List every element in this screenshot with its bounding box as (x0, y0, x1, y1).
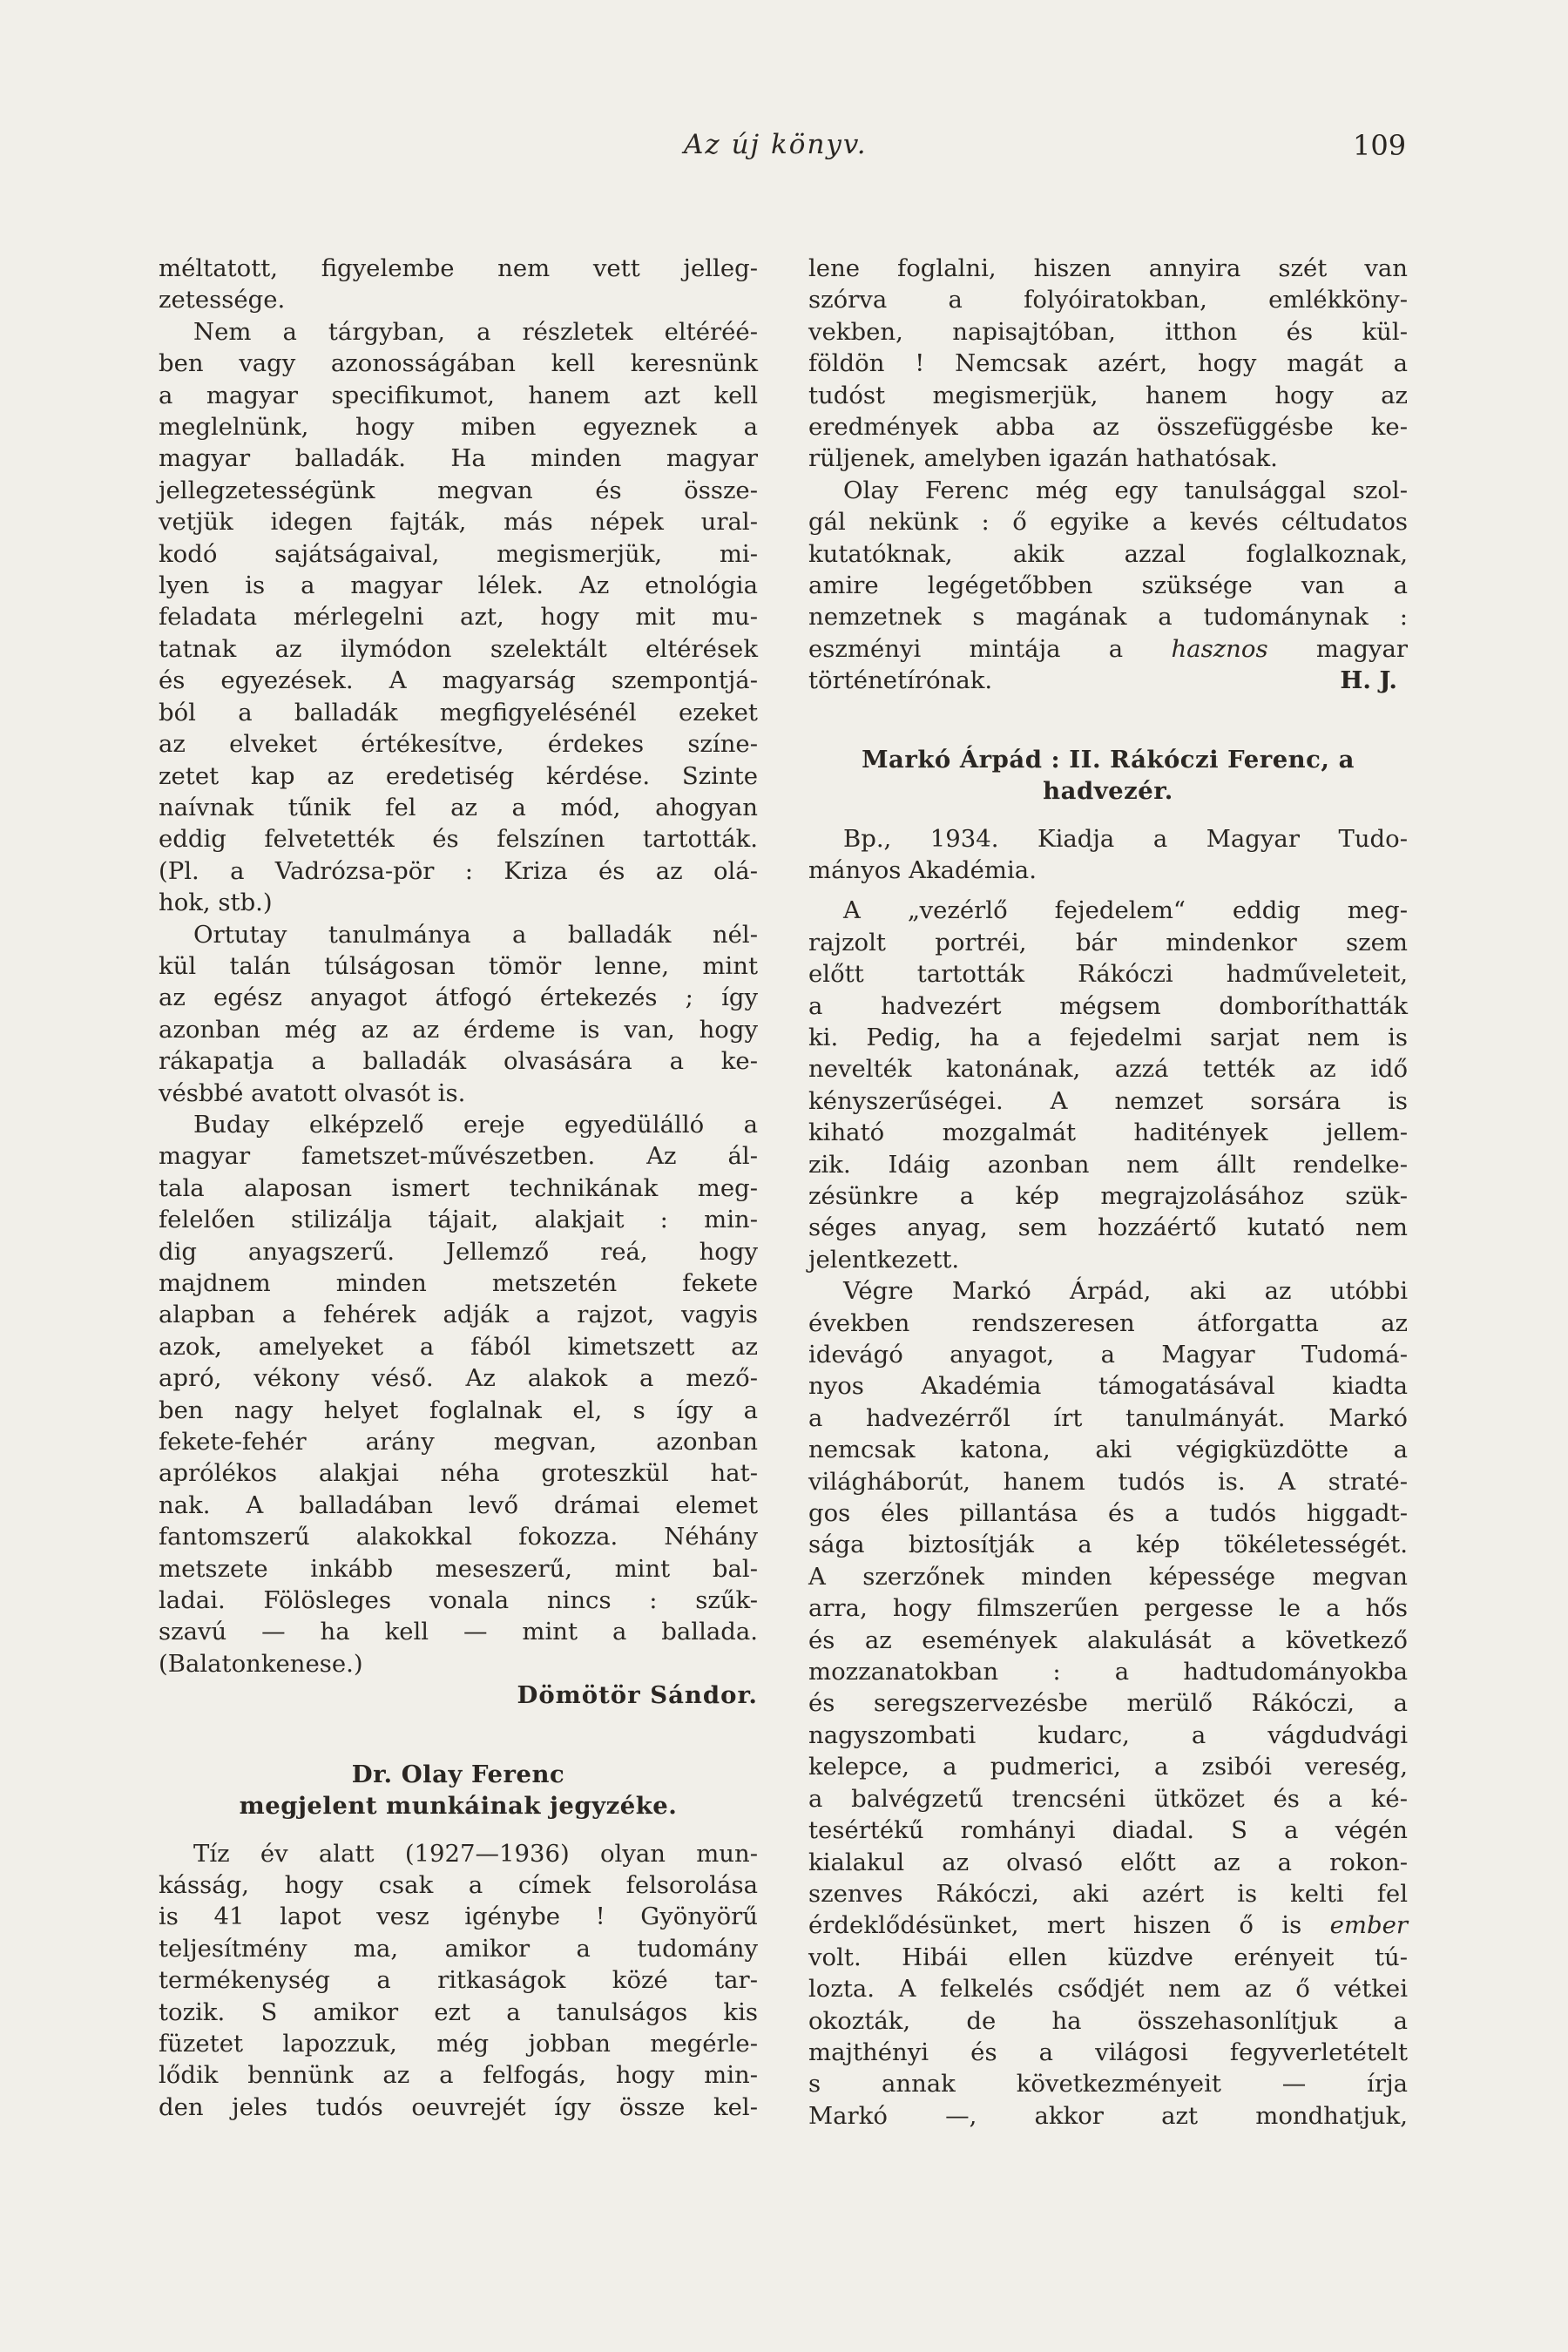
left-para-2 (159, 316, 758, 919)
text-line: kutatóknak, akik azzal foglalkoznak, (808, 539, 1408, 568)
left-para-4 (159, 1109, 758, 1680)
left-para-1 (159, 253, 758, 316)
emphasis-word: hasznos (1171, 634, 1268, 663)
running-title: Az új könyv. (684, 129, 868, 160)
left-para-5 (159, 1838, 758, 2124)
text-line: kásság, hogy csak a címek felsorolása (159, 1870, 758, 1899)
text-line: tesértékű romhányi diadal. S a végén (808, 1816, 1408, 1845)
text-line: volt. Hibái ellen küzdve erényeit tú- (808, 1943, 1408, 1971)
text-line: (Pl. a Vadrózsa-pör : Kriza és az olá- (159, 856, 758, 885)
right-para-5 (808, 1275, 1408, 2132)
text-line: teljesítmény ma, amikor a tudomány (159, 1934, 758, 1963)
text-line: lozta. A felkelés csődjét nem az ő vétkei (808, 1975, 1408, 2004)
text-fragment: eszményi mintája a (808, 634, 1172, 663)
text-line (808, 665, 1408, 696)
text-line: kül talán túlságosan tömör lenne, mint (159, 951, 758, 980)
text-line: aprólékos alakjai néha groteszkül hat- (159, 1459, 758, 1488)
text-line: tala alaposan ismert technikának meg- (159, 1173, 758, 1202)
text-line: gál nekünk : ő egyike a kevés céltudatos (808, 508, 1408, 537)
page-header (0, 129, 1568, 164)
text-line: nyos Akadémia támogatásával kiadta (808, 1372, 1408, 1401)
text-line: den jeles tudós oeuvrejét így össze kel- (159, 2092, 758, 2121)
text-line: metszete inkább meseszerű, mint bal- (159, 1554, 758, 1583)
text-line: apró, vékony véső. Az alakok a mező- (159, 1364, 758, 1393)
text-line: lődik bennünk az a felfogás, hogy min- (159, 2061, 758, 2090)
text-line: rajzolt portréi, bár mindenkor szem (808, 928, 1408, 956)
text-line: Tíz év alatt (1927—1936) olyan mun- (193, 1839, 758, 1868)
right-para-3 (808, 823, 1408, 887)
text-line: hok, stb.) (159, 889, 273, 917)
text-line: mozzanatokban : a hadtudományokba (808, 1658, 1408, 1686)
text-line: idevágó anyagot, a Magyar Tudomá- (808, 1341, 1408, 1369)
text-line: termékenység a ritkaságok közé tar- (159, 1966, 758, 1995)
text-line: az elveket értékesítve, érdekes színe- (159, 730, 758, 759)
text-line: rüljenek, amelyben igazán hathatósak. (808, 444, 1278, 473)
text-line: eddig felvetették és felszínen tartották. (159, 825, 758, 854)
text-line: kényszerűségei. A nemzet sorsára is (808, 1086, 1408, 1115)
text-line: sága biztosítják a kép tökéletességét. (808, 1531, 1408, 1559)
text-line: nemzetnek s magának a tudománynak : (808, 603, 1408, 632)
text-line: (Balatonkenese.) (159, 1649, 363, 1678)
text-line: Ortutay tanulmánya a balladák nél- (193, 920, 758, 949)
text-line: az egész anyagot átfogó értekezés ; így (159, 983, 758, 1012)
text-line: is 41 lapot vesz igénybe ! Gyönyörű (159, 1903, 758, 1931)
text-line: jellegzetességünk megvan és össze- (159, 476, 758, 504)
text-line: eredmények abba az összefüggésbe ke- (808, 413, 1408, 442)
text-line: majdnem minden metszetén fekete (159, 1269, 758, 1297)
text-line: földön ! Nemcsak azért, hogy magát a (808, 349, 1408, 378)
text-line: meglelnünk, hogy miben egyeznek a (159, 413, 758, 442)
text-line: lene foglalni, hiszen annyira szét van (808, 254, 1408, 282)
text-line: A szerzőnek minden képessége megvan (808, 1562, 1408, 1591)
text-line: tozik. S amikor ezt a tanulságos kis (159, 1997, 758, 2026)
text-line: gos éles pillantása és a tudós higgadt- (808, 1499, 1408, 1528)
text-line: azok, amelyeket a fából kimetszett az (159, 1332, 758, 1361)
left-column (159, 253, 758, 2123)
text-line: nak. A balladában levő drámai elemet (159, 1490, 758, 1519)
text-line: ben nagy helyet foglalnak el, s így a (159, 1396, 758, 1424)
text-fragment: érdeklődésünket, mert hiszen ő is (808, 1911, 1330, 1940)
text-line: felelően stilizálja tájait, alakjait : min- (159, 1206, 758, 1234)
text-line: vésbbé avatott olvasót is. (159, 1078, 466, 1107)
left-para-3 (159, 919, 758, 1109)
text-line: füzetet lapozzuk, még jobban megérle- (159, 2029, 758, 2058)
text-line: zetessége. (159, 286, 286, 314)
text-line: mányos Akadémia. (808, 855, 1037, 884)
section-title-olay-1: Dr. Olay Ferenc (351, 1760, 565, 1788)
section-title-marko-2: hadvezér. (1043, 777, 1173, 806)
text-line: s annak következményeit — írja (808, 2070, 1408, 2099)
text-fragment: magyar (1267, 634, 1408, 663)
text-line: alapban a fehérek adják a rajzot, vagyis (159, 1301, 758, 1329)
text-line (808, 633, 1408, 665)
text-line: nevelték katonának, azzá tették az idő (808, 1055, 1408, 1084)
text-line: Végre Markó Árpád, aki az utóbbi (843, 1277, 1408, 1306)
text-line: szenves Rákóczi, aki azért is kelti fel (808, 1879, 1408, 1908)
text-line: Olay Ferenc még egy tanulsággal szol- (843, 476, 1408, 504)
text-line: ladai. Fölösleges vonala nincs : szűk- (159, 1586, 758, 1615)
right-para-4 (808, 895, 1408, 1275)
text-line: előtt tartották Rákóczi hadműveleteit, (808, 960, 1408, 989)
text-line: vekben, napisajtóban, itthon és kül- (808, 317, 1408, 346)
text-line: a hadvezérről írt tanulmányát. Markó (808, 1403, 1408, 1432)
text-line: kelepce, a pudmerici, a zsibói vereség, (808, 1753, 1408, 1781)
emphasis-word: ember (1329, 1911, 1408, 1940)
text-line: tudóst megismerjük, hanem hogy az (808, 381, 1408, 409)
text-line: vetjük idegen fajták, más népek ural- (159, 508, 758, 537)
text-line: években rendszeresen átforgatta az (808, 1308, 1408, 1337)
right-column (808, 253, 1408, 2132)
text-line: és egyezések. A magyarság szempontjá- (159, 666, 758, 695)
text-line: Buday elképzelő ereje egyedülálló a (193, 1110, 758, 1139)
text-line: arra, hogy filmszerűen pergesse le a hős (808, 1594, 1408, 1623)
text-line: séges anyag, sem hozzáértő kutató nem (808, 1213, 1408, 1242)
text-line: fekete-fehér arány megvan, azonban (159, 1428, 758, 1456)
text-line: okozták, de ha összehasonlítjuk a (808, 2006, 1408, 2035)
text-line: Markó —, akkor azt mondhatjuk, (808, 2101, 1408, 2130)
text-line: világháborút, hanem tudós is. A straté- (808, 1467, 1408, 1496)
text-line: azonban még az az érdeme is van, hogy (159, 1015, 758, 1044)
text-line: A „vezérlő fejedelem“ eddig meg- (843, 896, 1408, 925)
text-line: és seregszervezésbe merülő Rákóczi, a (808, 1689, 1408, 1718)
text-line: kiható mozgalmát haditények jellem- (808, 1119, 1408, 1147)
reviewer-initials: H. J. (1340, 666, 1397, 695)
text-line: nagyszombati kudarc, a vágdudvági (808, 1720, 1408, 1749)
text-line: zésünkre a kép megrajzolásához szük- (808, 1181, 1408, 1210)
text-line: majthényi és a világosi fegyverletételt (808, 2038, 1408, 2066)
text-line: szórva a folyóiratokban, emlékköny- (808, 286, 1408, 314)
text-line: Bp., 1934. Kiadja a Magyar Tudo- (843, 824, 1408, 853)
text-fragment: történetírónak. (808, 666, 993, 695)
text-line: kialakul az olvasó előtt az a rokon- (808, 1848, 1408, 1876)
text-line: a magyar specifikumot, hanem azt kell (159, 381, 758, 409)
text-line: naívnak tűnik fel az a mód, ahogyan (159, 793, 758, 821)
text-line: méltatott, figyelembe nem vett jelleg- (159, 254, 758, 282)
text-line: és az események alakulását a következő (808, 1625, 1408, 1654)
text-line: zetet kap az eredetiség kérdése. Szinte (159, 761, 758, 790)
text-line (808, 1909, 1408, 1941)
section-title-olay-2: megjelent munkáinak jegyzéke. (239, 1792, 678, 1821)
text-line: szavú — ha kell — mint a ballada. (159, 1618, 758, 1646)
text-line: tatnak az ilymódon szelektált eltérések (159, 634, 758, 663)
right-para-2 (808, 475, 1408, 697)
text-line: dig anyagszerű. Jellemző reá, hogy (159, 1237, 758, 1266)
text-line: rákapatja a balladák olvasására a ke- (159, 1047, 758, 1076)
text-line: a balvégzetű trencséni ütközet és a ké- (808, 1784, 1408, 1813)
text-line: feladata mérlegelni azt, hogy mit mu- (159, 603, 758, 632)
text-line: fantomszerű alakokkal fokozza. Néhány (159, 1523, 758, 1551)
text-line: ki. Pedig, ha a fejedelmi sarjat nem is (808, 1023, 1408, 1051)
text-line: a hadvezért mégsem domboríthatták (808, 991, 1408, 1020)
right-para-1 (808, 253, 1408, 475)
text-line: ból a balladák megfigyelésénél ezeket (159, 698, 758, 727)
section-title-marko-1: Markó Árpád : II. Rákóczi Ferenc, a (862, 745, 1355, 774)
text-line: magyar balladák. Ha minden magyar (159, 444, 758, 473)
text-line: Nem a tárgyban, a részletek eltéréé- (193, 317, 758, 346)
text-line: magyar fametszet-művészetben. Az ál- (159, 1142, 758, 1171)
text-line: lyen is a magyar lélek. Az etnológia (159, 571, 758, 600)
text-line: zik. Idáig azonban nem állt rendelke- (808, 1150, 1408, 1179)
author-signature: Dömötör Sándor. (517, 1681, 758, 1710)
text-line: amire legégetőbben szüksége van a (808, 571, 1408, 600)
page-number: 109 (1353, 129, 1407, 162)
text-line: kodó sajátságaival, megismerjük, mi- (159, 539, 758, 568)
text-line: nemcsak katona, aki végigküzdötte a (808, 1436, 1408, 1464)
text-line: ben vagy azonosságában kell keresnünk (159, 349, 758, 378)
text-line: jelentkezett. (808, 1245, 960, 1274)
